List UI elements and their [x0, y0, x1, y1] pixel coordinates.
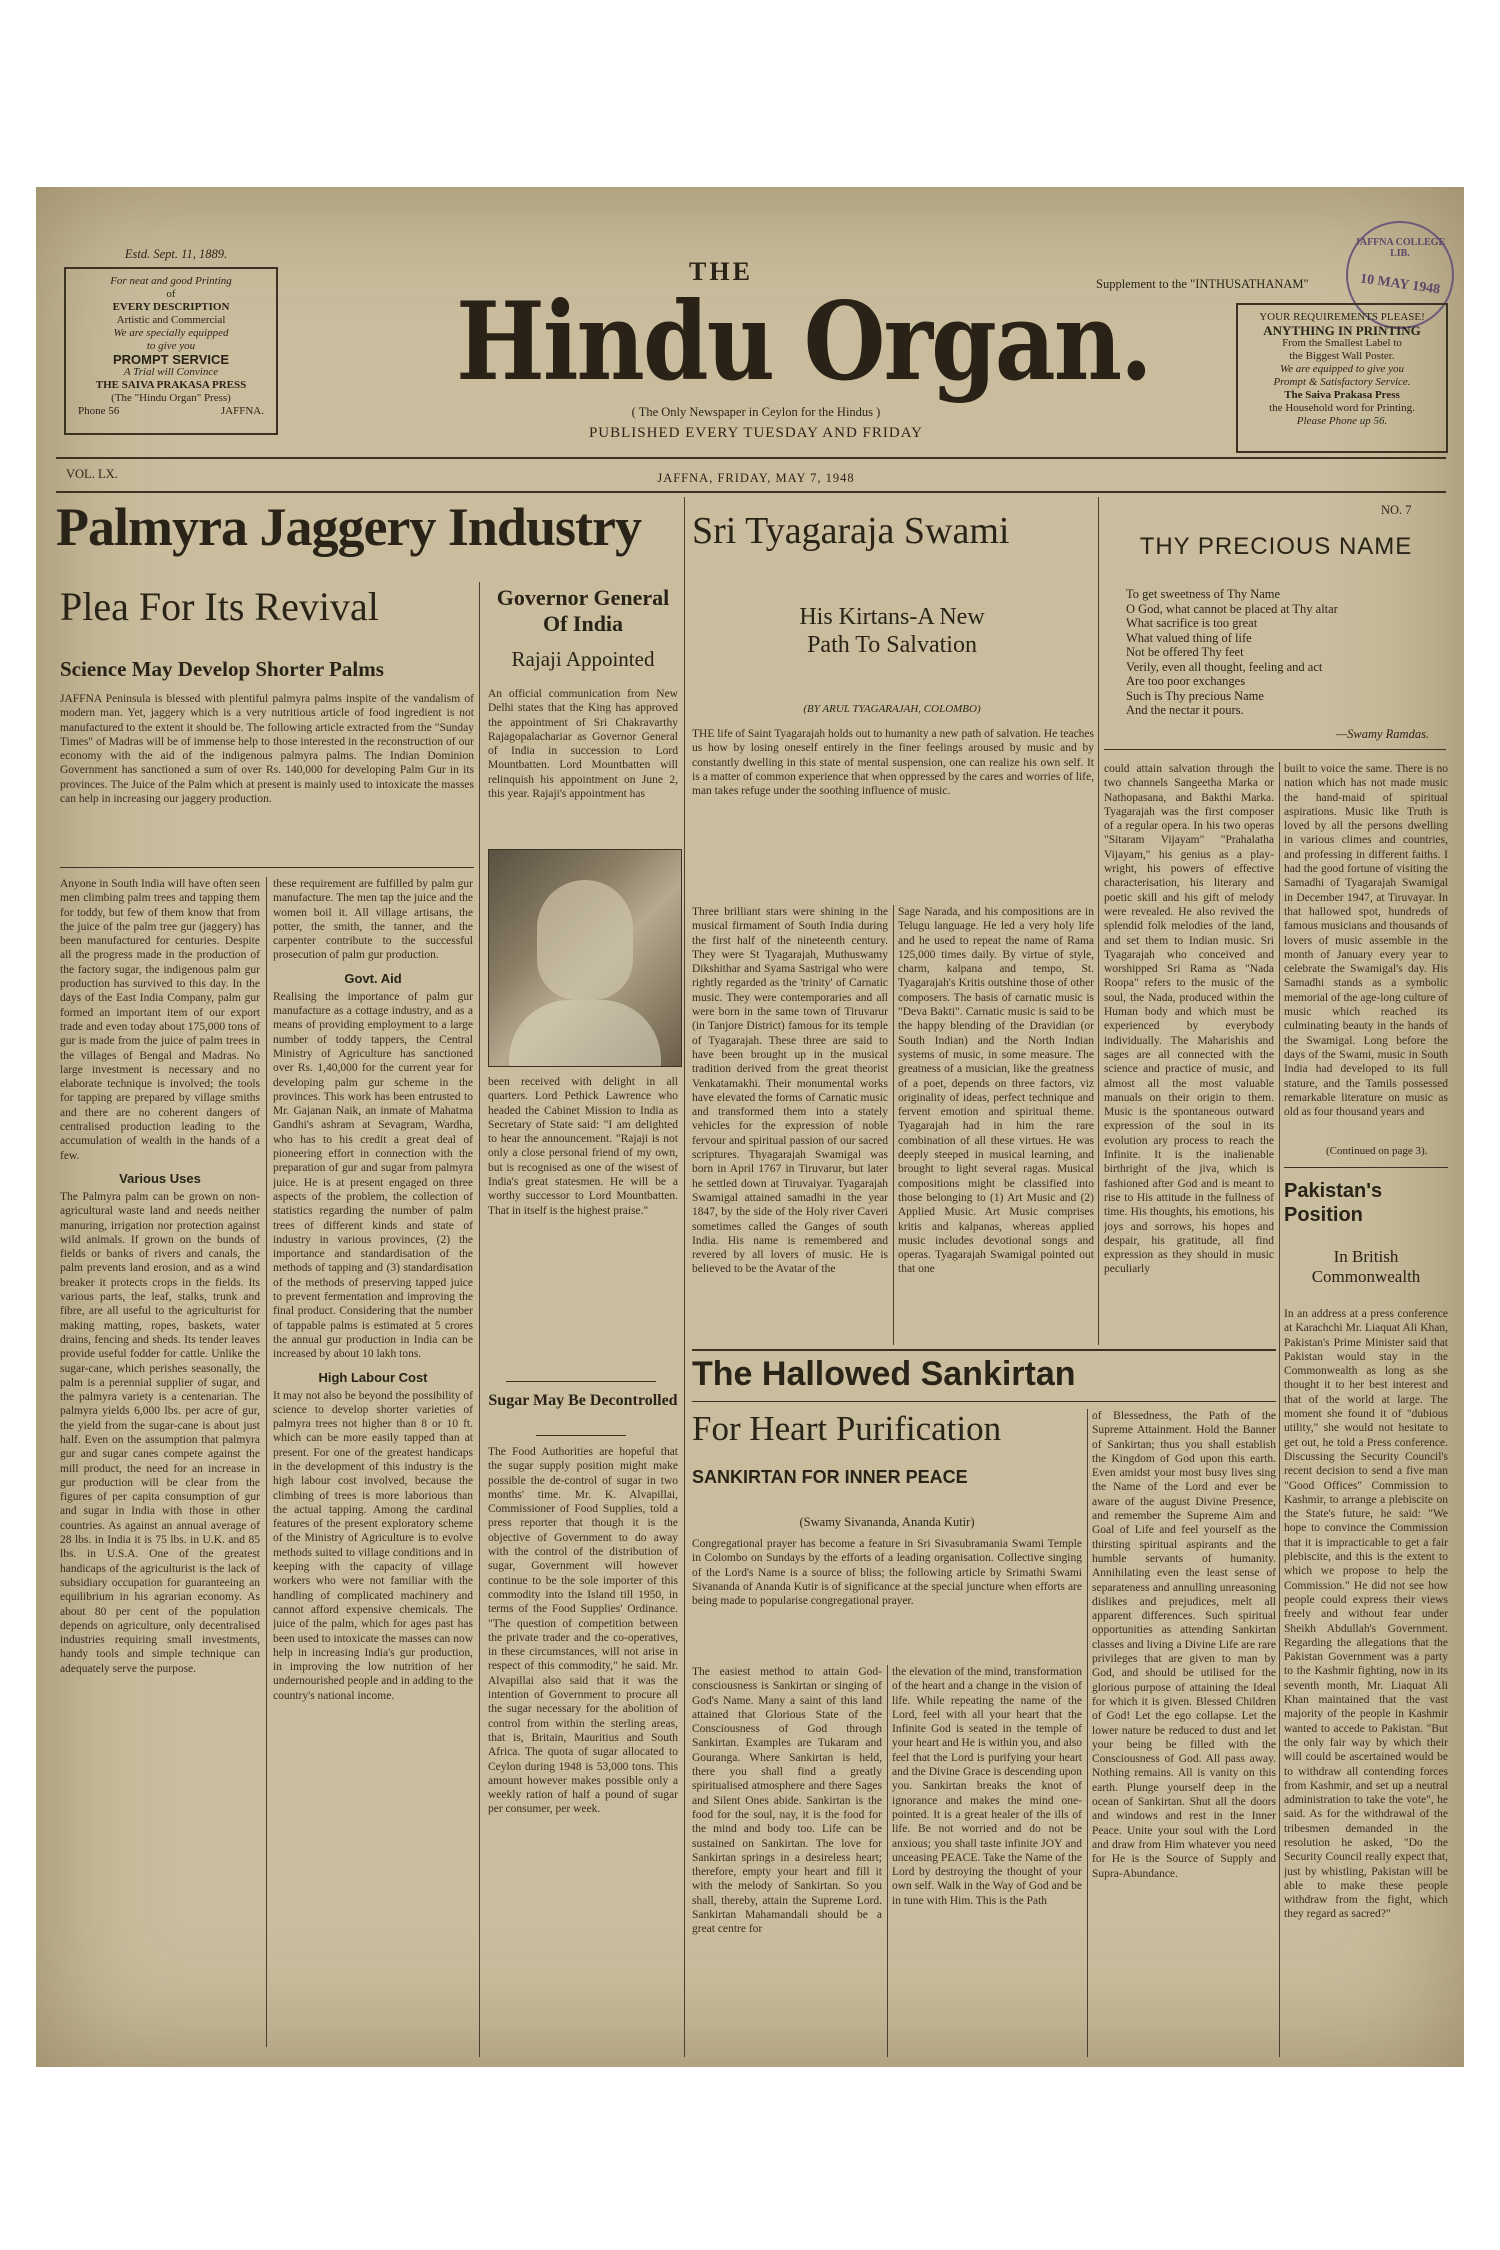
newspaper-page — [36, 187, 1464, 2067]
poem-line: What valued thing of life — [1126, 630, 1252, 645]
col-divider — [1098, 497, 1099, 1345]
palmyra-col2-text: these requirement are fulfilled by palm gur manufacture. The men tap the juice and the women boil it. All village artisans, the potter, the smith, the tanner, and the carpenter contribute to the successful prosecution of palm gur production. — [273, 878, 473, 962]
right-ad-line: the Biggest Wall Poster. — [1289, 350, 1395, 362]
tyagaraja-col2: Sage Narada, and his compositions are in Telugu language. He led a very holy life and he used to repeat the name of Rama 125,000 times daily. By virtue of style, charm, kalpana and tempo, St. Tyagarajah's Kritis outshine those of other composers. The basis of carnatic music is "Deva Bakti". Carnatic music is said to be the happy blending of the Dravidian (or South Indian) and the North Indian systems of music, in some measure. The greatness of a musician, like the greatness of a poet, depends on three factors, viz originality of ideas, perfect technique and fervent emotion and spiritual theme. Tyagarajah had in him the rare combination of all these virtues. He was deeply steeped in musical learning, and brought to light several ragas. Musical compositions might be classified into those belonging to (1) Art Music and (2) Applied Music. Art Music comprises kritis and kalpanas, whereas applied music includes devotional songs and operas. Tyagarajah Swamigal pointed out that one — [898, 906, 1094, 1276]
poem-line: And the nectar it pours. — [1126, 703, 1244, 717]
poem-line: Verily, even all thought, feeling and act — [1126, 659, 1323, 674]
tyagaraja-col3: could attain salvation through the two channels Sangeetha Marka or Nathopasana, and Bakthi Marka. Tyagarajah was the first composer of a regular opera. In his two operas "Sitaram Vijayam" "Prahalatha Vijayam," his genius as a play-wright, his powers of effective characterisation, his literary and poetic skill and his gift of melody were revealed. He also revived the splendid folk melodies of the land, and set them to Indian music. Sri Tyagarajah who conceived and worshipped Sri Rama as "Nada Roopa" refers to the music of the soul, the Nada, produced within the Human body and which must be experienced by everybody individually. The Maharishis and sages are all connected with the science and practice of music, and almost all the most valuable manuals on their origin to them. Music is the spontaneous outward expression of the soul in its evolution ary process to reach the Infinite. It is the inalienable birthright of the jiva, which is fashioned after God and is meant to rise to His attitude in the fullness of time. His thoughts, his emotions, his joys and sorrows, his hopes and despair, his gratitude, all find expression as they should in music peculiarly — [1104, 763, 1274, 1276]
palmyra-intro: JAFFNA Peninsula is blessed with plentiful palmyra palms inspite of the vandalism of modern man. Yet, jaggery which is a very nutritious article of food ingredient is not manufactured to the extent it should be. The following article extracted from the "Sunday Times" of Madras will be of immense help to those interested in the reconstruction of our economy with the aid of the indigenous palmyra palms. The Indian Dominion Government has sanctioned a sum of over Rs. 140,000 for developing Palm Gur in its provinces. The Juice of the Palm which at present is mainly used to intoxicate the masses can help in increasing our jaggery production. — [60, 693, 474, 806]
col-divider — [266, 877, 267, 2047]
right-ad-line: The Saiva Prakasa Press — [1284, 389, 1400, 401]
right-ad-line: We are equipped to give you — [1279, 363, 1405, 375]
right-ad-line: Prompt & Satisfactory Service. — [1273, 376, 1411, 388]
dateline: JAFFNA, FRIDAY, MAY 7, 1948 — [657, 471, 855, 485]
left-ad-line: of — [166, 288, 176, 300]
palmyra-col2c-text: It may not also be beyond the possibility of science to develop shorter varieties of palmyra trees not higher than 8 or 10 ft. which can be more easily tapped than at present. For one of the greatest handicaps in the development of this industry is the high labour cost involved, because the climbing of trees is more laborious than the actual tapping. Among the cardinal features of the present exploratory scheme of the Ministry of Agriculture is to evolve methods suited to village conditions and in keeping with the capacity of village workers who were not familiar with the handling of complicated machinery and cannot afford expensive chemicals. The juice of the palm, which for ages past has been used to intoxicate the masses can now help in increasing India's gur production, in improving the low nutrition of her undernourished people and in adding to the country's national income. — [273, 1389, 473, 1702]
palmyra-cost-subhead: High Labour Cost — [318, 1369, 428, 1385]
tyagaraja-intro: THE life of Saint Tyagarajah holds out to humanity a new path of salvation. He teaches us how by losing oneself entirely in the finer feelings aroused by music and by constantly dwelling in this state of mental suspension, one can realize his own self. It is a matter of common experience that when oppressed by the cares and worries of life, man takes refuge under the soothing influence of music. — [692, 728, 1094, 798]
palmyra-deck: Plea For Its Revival — [60, 584, 379, 629]
stamp-text: JAFFNA COLLEGE LIB. — [1354, 237, 1446, 259]
right-ad-box — [1236, 303, 1448, 453]
sankirtan-byline: (Swamy Sivananda, Ananda Kutir) — [799, 1515, 975, 1529]
portrait-shoulders — [509, 1000, 661, 1066]
left-ad-line: THE SAIVA PRAKASA PRESS — [95, 379, 247, 391]
portrait-face — [537, 880, 633, 1000]
left-ad-line: EVERY DESCRIPTION — [112, 301, 230, 313]
left-ad-line: For neat and good Printing — [110, 275, 232, 287]
masthead-rule-top — [56, 457, 1446, 459]
col-divider — [887, 1665, 888, 2057]
precious-author: —Swamy Ramdas. — [1336, 727, 1430, 741]
palmyra-col2 — [273, 877, 473, 2057]
governor-deck: Rajaji Appointed — [511, 647, 655, 671]
sugar-headline: Sugar May Be Decontrolled — [488, 1392, 678, 1409]
sankirtan-headline: The Hallowed Sankirtan — [692, 1355, 1076, 1393]
col-divider — [479, 582, 480, 2057]
established-line: Estd. Sept. 11, 1889. — [124, 247, 228, 261]
left-ad-line: PROMPT SERVICE — [112, 352, 230, 367]
left-ad-phone: Phone 56 — [78, 405, 120, 417]
tyagaraja-deck: His Kirtans-A New Path To Salvation — [799, 604, 985, 658]
masthead-publish: PUBLISHED EVERY TUESDAY AND FRIDAY — [588, 425, 924, 441]
masthead-tagline: ( The Only Newspaper in Ceylon for the Hindus ) — [631, 405, 881, 419]
tyagaraja-headline: Sri Tyagaraja Swami — [692, 510, 1010, 552]
sankirtan-col3: of Blessedness, the Path of the Supreme Attainment. Hold the Banner of Sankirtan; thus you shall establish the Kingdom of God upon this earth. Even amidst your most busy lives sing the Name of the Lord and ever be aware of the august Divine Presence, and remember the Supreme Aim and Goal of Life and feel yourself as the thirsting spiritual aspirants and the humble servants of humanity. Annihilating even the least sense of separateness and annulling unreasoning dislikes and prejudices, melt all apparent differences. Such spiritual opportunities as attending Sankirtan classes and living a Divine Life are rare privileges that are given to man by God, and should be utilised for the glorious purpose of attaining the Ideal for which it is given. Blessed Children of God! Let the ego collapse. Let the lower nature be reduced to dust and let your being be filled with the Consciousness of God. All pass away. Nothing remains. All is vanity on this earth. Plunge yourself deep in the ocean of Sankirtan. Shut all the doors and windows and rest in the Inner Peace. Unite your soul with the Lord and draw from Him whatever you need for He is the Source of Supply and Supra-Abundance. — [1092, 1410, 1276, 1880]
rajaji-photo — [488, 849, 682, 1067]
palmyra-headline: Palmyra Jaggery Industry — [56, 497, 641, 557]
sugar-body: The Food Authorities are hopeful that the sugar supply position might make possible the de-control of sugar in two months' time. Mr. K. Alvapillai, Commissioner of Food Supplies, told a press reporter that though it is the objective of Government to do away with the control of the distribution of sugar, Government will however continue to be the sole importer of this commodity into the Island till 1950, in terms of the Food Supplies' Ordinance. "The question of competition between the private trader and the co-operatives, in these circumstances, will not arise in respect of this commodity," he said. Mr. Alvapillai also said that it was the intention of Government to procure all the sugar necessary for the abolition of control from within the sterling areas, that is, Britain, Mauritius and South Africa. The quota of sugar allocated to Ceylon during 1948 is 53,000 tons. This amount however makes possible only a weekly ration of half a pound of sugar per consumer, per week. — [488, 1446, 678, 1816]
continued-note: (Continued on page 3). — [1326, 1145, 1428, 1157]
section-rule — [692, 1401, 1276, 1402]
tyagaraja-col1: Three brilliant stars were shining in the musical firmament of South India during the first half of the nineteenth century. They were St Tyagarajah, Muthuswamy Dikshithar and Syama Sastrigal who were rightly regarded as the 'trinity' of Carnatic music. They were contemporaries and all were born in the same town of Tiruvarur (in Tanjore District) famous for its temple of Tyagarajah. These three are said to have been brought up in the musical tradition derived from the great theorist Venkatamakhi. Their monumental works have elevated the forms of Carnatic music and transformed them into a stately vehicles for the expression of noble fervour and spiritual passion of our sacred scriptures. Thyagarajah Swamigal was born in April 1767 in Tiruvarur, but later he settled down at Tiruvaiyar. Tyagarajah Swamigal attained samadhi in the year 1847, by the side of the Holy river Caveri sometimes called the Ganges of south India. His name is remembered and revered by all lovers of music. He is believed to be the Avatar of the — [692, 906, 888, 1276]
palmyra-subdeck: Science May Develop Shorter Palms — [60, 657, 384, 681]
right-ad-line: the Household word for Printing. — [1269, 402, 1415, 414]
poem-line: To get sweetness of Thy Name — [1126, 587, 1281, 601]
left-ad-line: to give you — [146, 340, 196, 352]
masthead-title: Hindu Organ. — [456, 279, 1151, 406]
poem-line: O God, what cannot be placed at Thy altar — [1126, 601, 1338, 616]
left-ad-line: (The "Hindu Organ" Press) — [111, 392, 231, 404]
poem-line: Not be offered Thy feet — [1126, 645, 1244, 659]
governor-headline: Governor General Of India — [496, 585, 670, 636]
right-ad-line: Please Phone up 56. — [1296, 415, 1388, 427]
section-rule — [692, 1349, 1276, 1351]
masthead-the: THE — [689, 257, 753, 286]
section-rule — [1104, 749, 1446, 750]
left-ad-city: JAFFNA. — [220, 405, 264, 417]
poem-line: Are too poor exchanges — [1126, 674, 1246, 688]
poem-line: Such is Thy precious Name — [1126, 688, 1264, 703]
sankirtan-deck: For Heart Purification — [692, 1409, 1002, 1448]
left-ad-line: We are specially equipped — [113, 327, 229, 339]
palmyra-aid-subhead: Govt. Aid — [344, 970, 402, 986]
col-divider — [1279, 762, 1280, 1202]
left-ad-box — [64, 267, 278, 435]
right-ad-line: ANYTHING IN PRINTING — [1263, 323, 1421, 338]
precious-headline: THY PRECIOUS NAME — [1139, 533, 1413, 560]
col-divider — [893, 905, 894, 1345]
tyagaraja-byline: (BY ARUL TYAGARAJAH, COLOMBO) — [803, 703, 981, 715]
supplement-note: Supplement to the "INTHUSATHANAM" — [1096, 277, 1309, 291]
governor-body2: been received with delight in all quarters. Lord Pethick Lawrence who headed the Cabinet Mission to India as Secretary of State said: "I am delighted to hear the announcement. "Rajaji is not only a close personal friend of my own, but is recognised as one of the wisest of India's great statesmen. He will be a worthy successor to Lord Mountbatten. That in itself is the highest praise." — [488, 1076, 678, 1217]
sankirtan-col1: The easiest method to attain God-consciousness is Sankirtan or singing of God's Name. Many a saint of this land attained that Glorious State of the Consciousness of God through Sankirtan. Examples are Tukaram and Gouranga. Where Sankirtan is held, there you shall find a greatly spiritualised atmosphere and there Sages and Silent Ones abide. Sankirtan is the food for the soul, nay, it is the food for the mind and body too. Life can be sustained on Sankirtan. The love for Sankirtan springs in a desireless heart; therefore, empty your heart and fill it with the melody of Sankirtan. So you shall, thereby, attain the Supreme Lord. Sankirtan Mahamandali should be a great centre for — [692, 1666, 882, 1936]
palmyra-col1b-text: The Palmyra palm can be grown on non-agricultural waste land and needs neither manuring, irrigation nor protection against wild animals. If grown on the bunds of fields or banks of rivers and canals, the palm prevents land erosion, and as a wind breaker it protects crops in the fields. Its various parts, the leaf, stalks, trunk and fibre, are all useful to the agriculturist for making matting, ropes, baskets, water drains, fencing and sheds. Its tender leaves provide useful fodder for cattle. Unlike the sugar-cane, which perishes seasonally, the palm is a perennial supplier of sugar, and the palmyra variety is a centenarian. The palmyra yields 6,000 lbs. per acre of gur, the yield from the sugar-cane is about just half. Even on the assumption that palmyra gur and sugar canes compete against the mill product, the need for an increase in gur production will be clear from the figures of per capita consumption of gur and sugar in India with those in other countries. As against an annual average of 28 lbs. in India it is 75 lbs. in U.K. and 85 lbs. in U.S.A. One of the greatest handicaps of the agriculturist is the lack of subsidiary occupation for guaranteeing an equilibrium in his agrarian economy. As about 80 per cent of the population depends on agriculture, only decentralised industries requiring small investments, handy tools and simple technique can adequately serve the purpose. — [60, 1190, 260, 1675]
tyagaraja-col4: built to voice the same. There is no nation which has not made music the hand-maid of spiritual aspirations. Music like Truth is loved by all the persons dwelling in various climes and countries, and professing in different faiths. I had the good fortune of visiting the Samadhi of Tyagarajah Swamigal in December 1947, at Tiruvayar. In that hallowed spot, hundreds of famous musicians and thousands of lovers of music assemble in the month of January every year to celebrate the Swamigal's day. His Samadhi stands as a symbolic memorial of the age-long culture of music which reached its culminating beauty in the hands of the Swamigal. Long before the days of the Swami, music in South India had developed to its full stature, and the Tamils possessed remarkable literature on music as old as four thousand years and — [1284, 763, 1448, 1119]
right-ad-line: From the Smallest Label to — [1282, 337, 1402, 349]
left-ad-line: Artistic and Commercial — [116, 314, 226, 326]
col-divider — [1087, 1409, 1088, 2057]
issue-number: NO. 7 — [1381, 503, 1412, 517]
col-divider — [684, 497, 685, 2057]
palmyra-col1-text: Anyone in South India will have often seen men climbing palm trees and tapping them for toddy, but few of them know that from the juice of the palm tree gur (jaggery) has been manufactured for centuries. Despite all the progress made in the production of the factory sugar, the indigenous palm gur production has survived to this day. In the days of the East India Company, palm gur formed an important item of our export trade and even today about 175,000 tons of gur is made from the juice of palm trees in the villages of Bengal and Madras. No large investment is necessary and no elaborate technique is involved; the tools for tapping are prepared by village smiths and there are no coherent dangers of centralised production leading to the accumulation of wealth in the hands of a few. — [60, 878, 260, 1162]
section-rule — [506, 1381, 656, 1382]
volume-label: VOL. LX. — [66, 467, 118, 481]
col-divider — [1279, 1162, 1280, 2057]
palmyra-uses-subhead: Various Uses — [119, 1170, 201, 1186]
sankirtan-col2: the elevation of the mind, transformation of the heart and a change in the vision of life. While repeating the name of the Lord, feel with all your heart that the Infinite God is seated in the temple of your heart and He is within you, and also feel that the Lord is purifying your heart and the Divine Grace is descending upon you. Sankirtan breaks the knot of ignorance and makes the mind one-pointed. It is a great healer of the ills of life. Be not worried and do not be anxious; you shall taste infinite JOY and unceasing PEACE. Take the Name of the Lord by destroying the thought of your own self. Walk in the Way of God and be in tune with Him. This is the Path — [892, 1666, 1082, 1907]
pakistan-deck: In British Commonwealth — [1311, 1247, 1421, 1286]
palmyra-col1 — [60, 877, 260, 2057]
stamp-date: 10 MAY 1948 — [1359, 271, 1442, 298]
masthead-rule-bottom — [56, 491, 1446, 493]
section-rule — [1284, 1167, 1448, 1168]
right-ad-line: YOUR REQUIREMENTS PLEASE! — [1259, 311, 1425, 323]
sankirtan-intro: Congregational prayer has become a feature in Sri Sivasubramania Swami Temple in Colombo on Sundays by the efforts of a leading organisation. Collective singing of the Lord's Name is a source of bliss; the following article by Srimathi Swami Sivananda of Ananda Kutir is of significance at the special juncture when efforts are being made to popularise congregational prayer. — [692, 1538, 1082, 1608]
left-ad-line: A Trial will Convince — [123, 366, 219, 378]
poem-line: What sacrifice is too great — [1126, 616, 1258, 630]
palmyra-col2b-text: Realising the importance of palm gur manufacture as a cottage industry, and as a means of providing employment to a large number of toddy tappers, the Central Ministry of Agriculture has sanctioned over Rs. 1,40,000 for the current year for developing palm gur scheme in the provinces. This work has been entrusted to Mr. Gajanan Naik, an inmate of Mahatma Gandhi's ashram at Sevagram, Wardha, who has to his credit a great deal of pioneering effort in connection with the preparation of gur and sugar from palmyra juice. He is at present engaged on three aspects of the problem, the collection of statistics regarding the number of palm trees of different kinds and state of industry in various provinces, (2) the importance and standardisation of the methods of tapping and (3) standardisation of the methods of preserving tapped juice to prevent fermentation and improving the final product. Considering that the number of tappable palms is estimated at 5 crores the annual gur production in India can be increased by about 10 lakh tons. — [273, 990, 473, 1361]
section-rule — [536, 1435, 626, 1436]
precious-poem — [1126, 587, 1446, 718]
sankirtan-subdeck: SANKIRTAN FOR INNER PEACE — [692, 1467, 968, 1487]
pakistan-headline: Pakistan's Position — [1284, 1180, 1383, 1226]
governor-body1: An official communication from New Delhi states that the King has approved the appointment of Sri Chakravarthy Rajagopalachariar as Governor General of India in succession to Lord Mountbatten. Lord Mountbatten will relinquish his appointment on June 2, this year. Rajaji's appointment has — [488, 688, 678, 801]
pakistan-body: In an address at a press conference at Karachchi Mr. Liaquat Ali Khan, Pakistan's Prime Minister said that Pakistan would stay in the Commonwealth as long as she thought it to her best interest and that of the world at large. The moment she found it of "dubious utility," she would not hesitate to get out, he told a Press conference. Discussing the Security Council's recent decision to send a five man "Good Offices" Commission to Kashmir, to arrange a plebiscite on the State's future, he said: "We hope to convince the Commission that it is impracticable to get a fair plebiscite, and this is the extent to which we propose to help the Commission." He did not see how people could express their views freely and without fear under Sheikh Abdullah's Government. Regarding the allegations that the Pakistan Government was a party to the Kashmir fighting, now in its seventh month, Mr. Liaquat Ali Khan maintained that the vast majority of the people in Kashmir wanted to accede to Pakistan. "But the only fair way by which their will could be ascertained would be to withdraw all contending forces from Kashmir, and set up a neutral administration to take the vote", he said. As for the withdrawal of the tribesmen demanded in the resolution he asked, "Do the Security Council really expect that, just by whistling, Pakistan will be able to make these people withdraw from the fight, which they regard as sacred?" — [1284, 1308, 1448, 1921]
palmyra-intro-rule — [60, 867, 474, 868]
